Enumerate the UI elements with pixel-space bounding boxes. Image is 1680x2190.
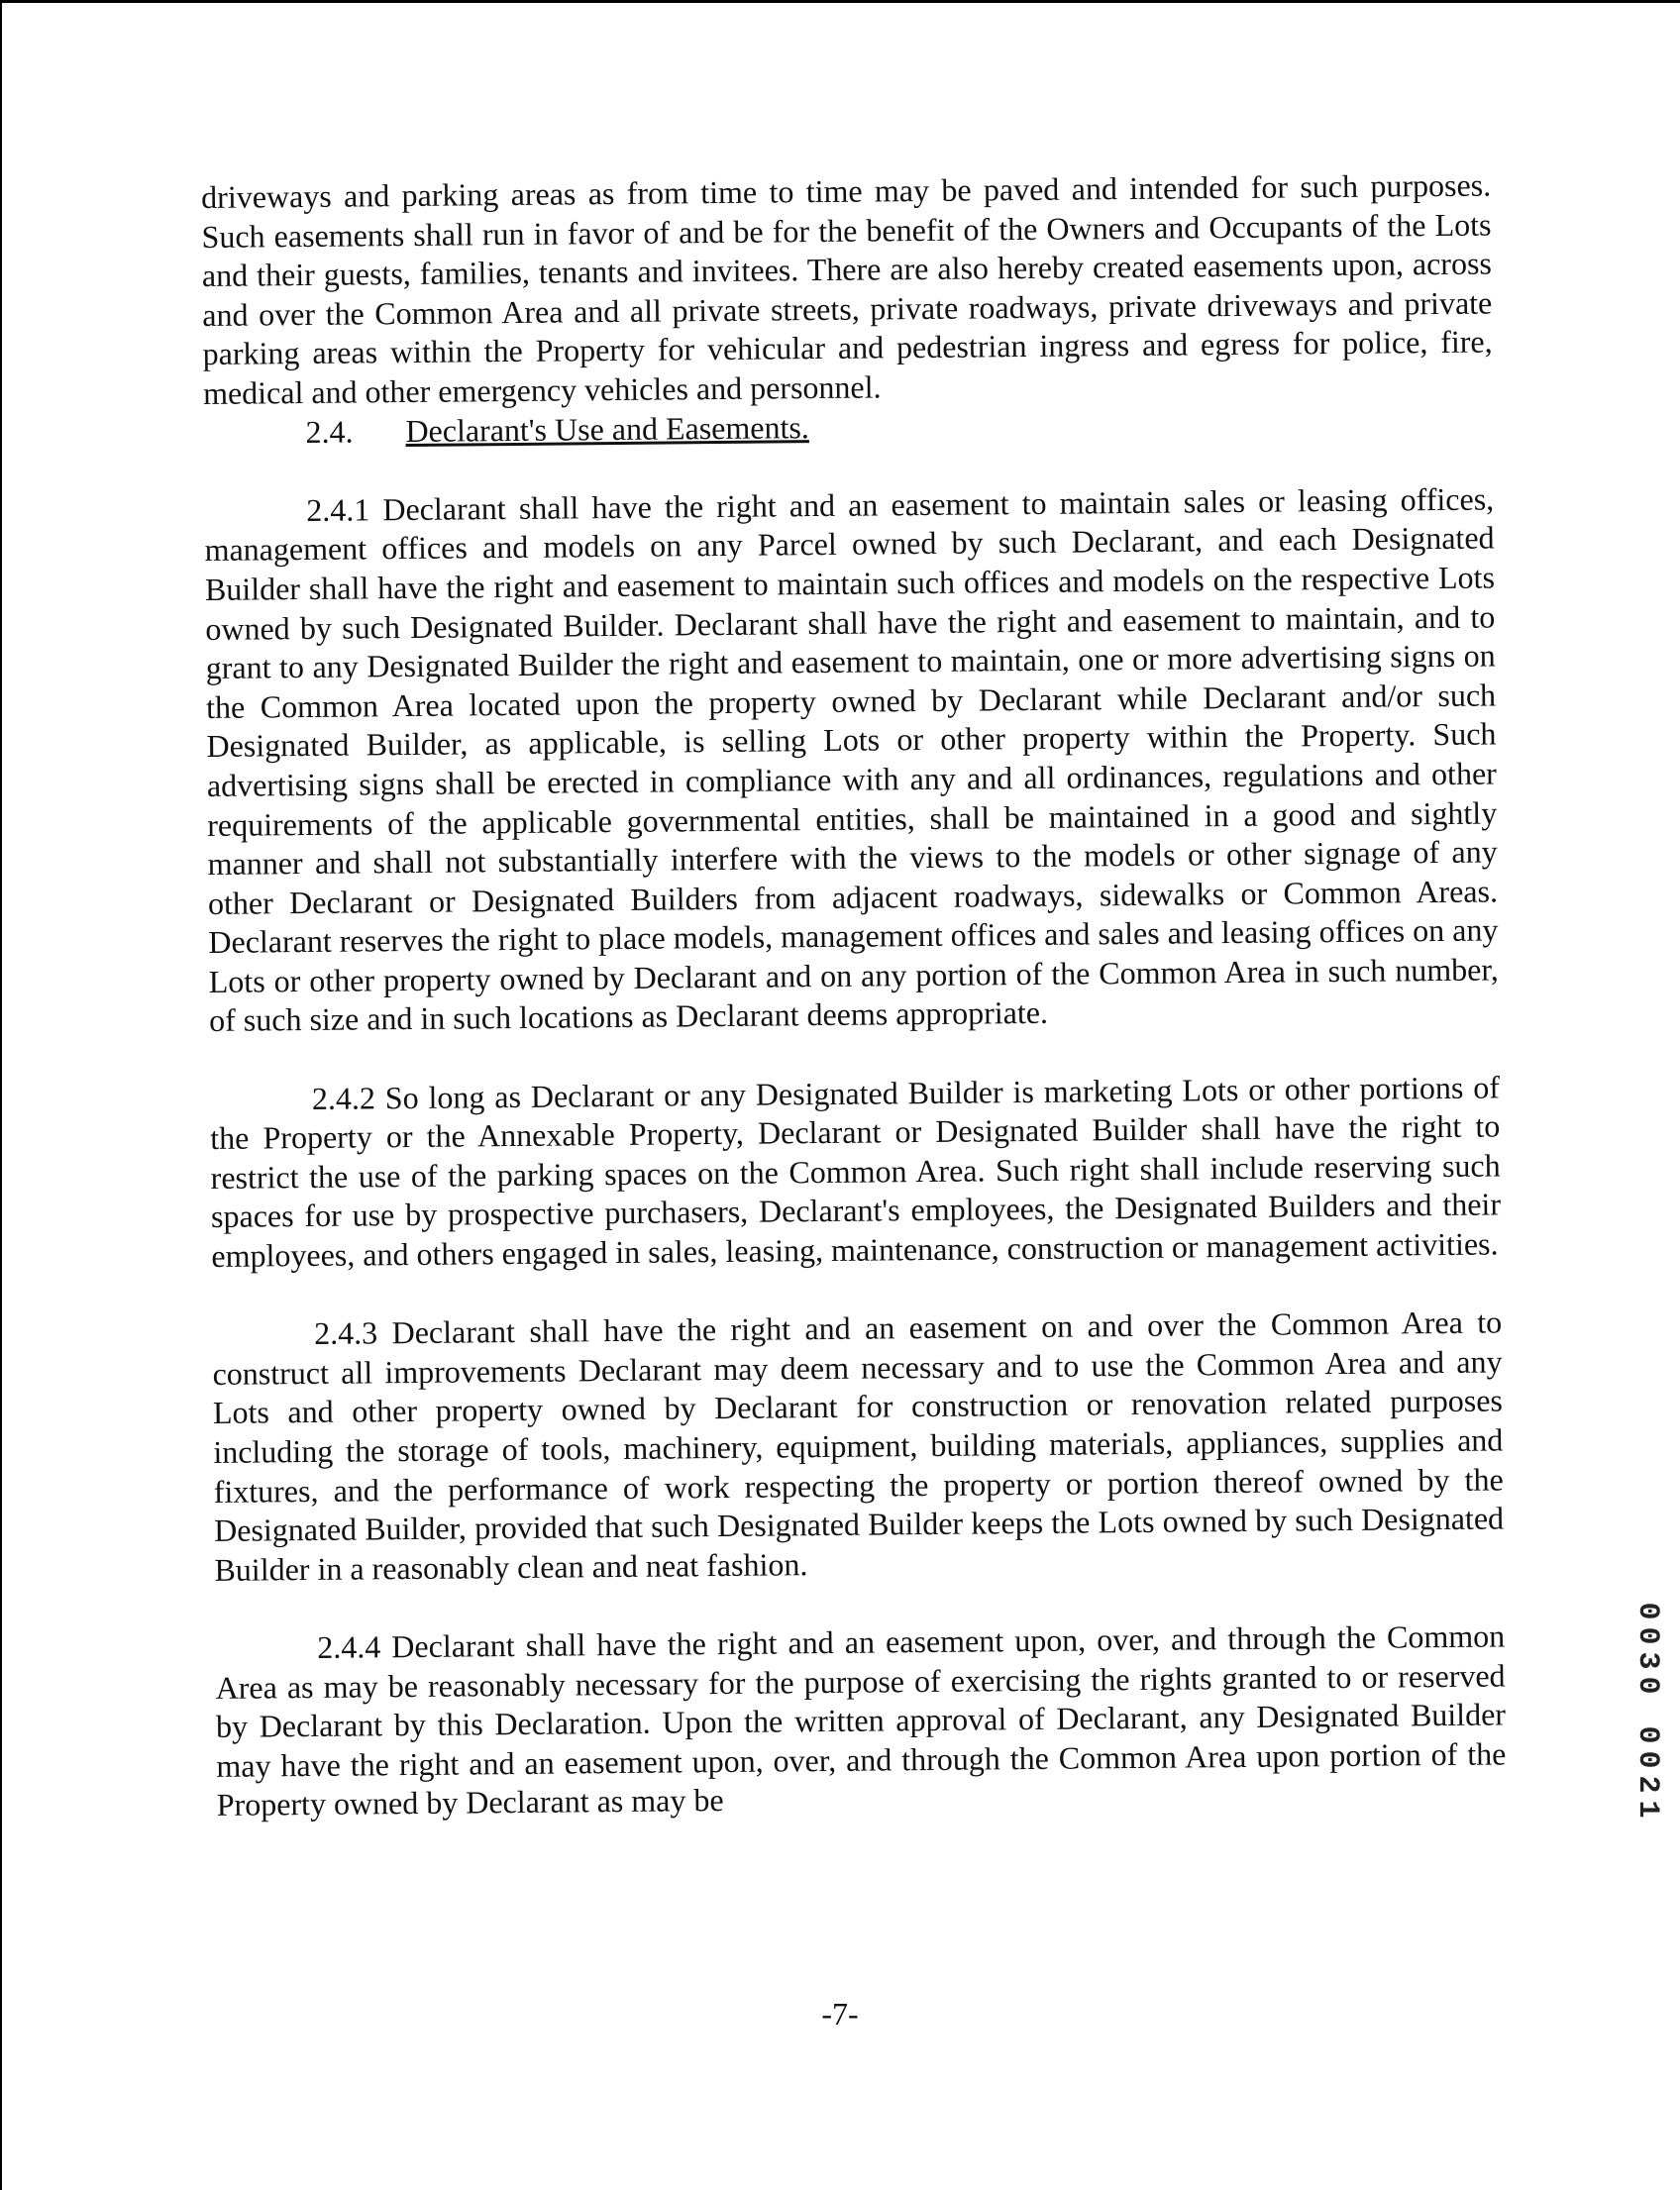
page-number: -7-	[821, 1996, 859, 2032]
paragraph-2-4-3: 2.4.3 Declarant shall have the right and an easement on and over the Common Area to construct all improvements Declarant may deem necessary and to use the Common Area and any Lots and other property owned by Declarant for construction or renovation related purposes including the storage of tools, machinery, equipment, building materials, appliances, supplies and fixtures, and the performance of work respecting the property or portion thereof owned by the Designated Builder, provided that such Designated Builder keeps the Lots owned by such Designated Builder in a reasonably clean and neat fashion.	[212, 1304, 1505, 1588]
margin-stamp-text: 0030 0021	[1630, 1602, 1664, 1825]
paragraph-2-4-2: 2.4.2 So long as Declarant or any Designated Builder is marketing Lots or other portions of the Property or the Annexable Property, Declarant or Designated Builder shall have the right to restrict the use of the parking spaces on the Common Area. Such right shall include reserving such spaces for use by prospective purchasers, Declarant's employees, the Designated Builders and their employees, and others engaged in sales, leasing, maintenance, construction or management activities.	[210, 1069, 1502, 1274]
opening-paragraph: driveways and parking areas as from time to time may be paved and intended for such purposes. Such easements shall run in favor of and be for the benefit of the Owners and Occupants of the Lots and their guests, families, tenants and invitees. There are also hereby created easements upon, across and over the Common Area and all private streets, private roadways, private driveways and private parking areas within the Property for vehicular and pedestrian ingress and egress for police, fire, medical and other emergency vehicles and personnel.	[201, 166, 1493, 411]
scan-left-edge	[0, 0, 2, 2190]
section-number: 2.4.	[305, 413, 354, 450]
scan-top-edge	[0, 0, 1680, 3]
paragraph-2-4-1: 2.4.1 Declarant shall have the right and an easement to maintain sales or leasing offices, management offices and models on any Parcel owned by such Declarant, and each Designated Builder shall have the right and easement to maintain such offices and models on the respective Lots owned by such Designated Builder. Declarant shall have the right and easement to maintain, and to grant to any Designated Builder the right and easement to maintain, one or more advertising signs on the Common Area located upon the property owned by Declarant while Declarant and/or such Designated Builder, as applicable, is selling Lots or other property within the Property. Such advertising signs shall be erected in compliance with any and all ordinances, regulations and other requirements of the applicable governmental entities, shall be maintained in a good and sightly manner and shall not substantially interfere with the views to the models or other signage of any other Declarant or Designated Builders from adjacent roadways, sidewalks or Common Areas. Declarant reserves the right to place models, management offices and sales and leasing offices on any Lots or other property owned by Declarant and on any portion of the Common Area in such number, of such size and in such locations as Declarant deems appropriate.	[204, 480, 1499, 1039]
margin-stamp	[1630, 1545, 1664, 1882]
paragraph-2-4-4: 2.4.4 Declarant shall have the right and an easement upon, over, and through the Common Area as may be reasonably necessary for the purpose of exercising the rights granted to or reserved by Declarant by this Declaration. Upon the written approval of Declarant, any Designated Builder may have the right and an easement upon, over, and through the Common Area upon portion of the Property owned by Declarant as may be	[215, 1617, 1507, 1824]
document-body	[201, 166, 1507, 1825]
section-title: Declarant's Use and Easements.	[405, 408, 809, 449]
